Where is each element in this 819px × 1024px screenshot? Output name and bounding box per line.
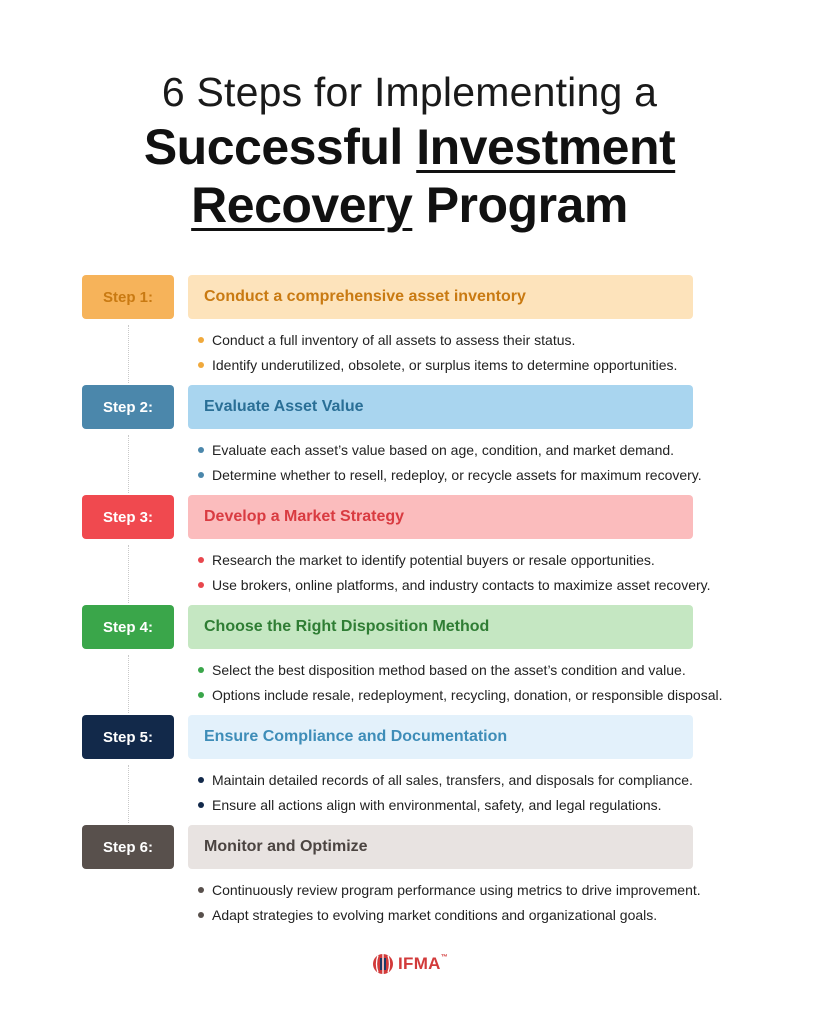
- title-line-2-plain: Successful: [143, 119, 417, 175]
- step-2: [0, 385, 819, 495]
- title-line-3-plain: Program: [412, 177, 628, 233]
- step-6: [0, 825, 819, 935]
- bullet-text: Identify underutilized, obsolete, or surplus items to determine opportunities.: [212, 357, 678, 373]
- step-connector: [128, 435, 129, 493]
- step-heading: Evaluate Asset Value: [188, 385, 693, 429]
- step-5: [0, 715, 819, 825]
- bullet-item: [198, 573, 798, 598]
- bullet-item: [198, 683, 798, 708]
- bullet-item: [198, 793, 798, 818]
- bullet-text: Maintain detailed records of all sales, transfers, and disposals for compliance.: [212, 772, 693, 788]
- bullet-text: Use brokers, online platforms, and industry contacts to maximize asset recovery.: [212, 577, 711, 593]
- step-connector: [128, 765, 129, 823]
- bullet-text: Options include resale, redeployment, recycling, donation, or responsible disposal.: [212, 687, 723, 703]
- bullet-text: Research the market to identify potential buyers or resale opportunities.: [212, 552, 655, 568]
- bullet-item: [198, 658, 798, 683]
- title-line-1: 6 Steps for Implementing a: [161, 69, 658, 115]
- title-line-3-underlined: Recovery: [191, 177, 413, 233]
- ifma-wordmark: [398, 954, 448, 974]
- bullet-text: Continuously review program performance using metrics to drive improvement.: [212, 882, 701, 898]
- step-badge: Step 3:: [82, 495, 174, 539]
- step-bullets: [198, 548, 798, 598]
- step-bullets: [198, 328, 798, 378]
- bullet-item: [198, 328, 798, 353]
- bullet-dot-icon: [198, 887, 204, 893]
- step-bullets: [198, 878, 798, 928]
- bullet-item: [198, 548, 798, 573]
- step-badge: Step 5:: [82, 715, 174, 759]
- bullet-dot-icon: [198, 472, 204, 478]
- bullet-item: [198, 353, 798, 378]
- step-heading: Choose the Right Disposition Method: [188, 605, 693, 649]
- step-bullets: [198, 768, 798, 818]
- bullet-item: [198, 768, 798, 793]
- step-heading: Develop a Market Strategy: [188, 495, 693, 539]
- bullet-item: [198, 878, 798, 903]
- bullet-dot-icon: [198, 447, 204, 453]
- bullet-item: [198, 463, 798, 488]
- bullet-dot-icon: [198, 362, 204, 368]
- bullet-dot-icon: [198, 667, 204, 673]
- step-connector: [128, 655, 129, 713]
- bullet-text: Select the best disposition method based on the asset’s condition and value.: [212, 662, 686, 678]
- step-4: [0, 605, 819, 715]
- bullet-dot-icon: [198, 777, 204, 783]
- ifma-wordmark-text: IFMA: [398, 954, 441, 973]
- bullet-item: [198, 903, 798, 928]
- bullet-text: Ensure all actions align with environmental, safety, and legal regulations.: [212, 797, 662, 813]
- ifma-globe-icon: [372, 953, 394, 975]
- step-1: [0, 275, 819, 385]
- bullet-dot-icon: [198, 557, 204, 563]
- step-heading: Conduct a comprehensive asset inventory: [188, 275, 693, 319]
- step-heading: Ensure Compliance and Documentation: [188, 715, 693, 759]
- bullet-text: Conduct a full inventory of all assets to assess their status.: [212, 332, 576, 348]
- bullet-text: Evaluate each asset’s value based on age, condition, and market demand.: [212, 442, 675, 458]
- step-connector: [128, 545, 129, 603]
- bullet-dot-icon: [198, 912, 204, 918]
- title-line-2-underlined: Investment: [416, 119, 676, 175]
- step-bullets: [198, 438, 798, 488]
- step-3: [0, 495, 819, 605]
- step-bullets: [198, 658, 798, 708]
- step-badge: Step 6:: [82, 825, 174, 869]
- step-connector: [128, 325, 129, 383]
- step-badge: Step 1:: [82, 275, 174, 319]
- bullet-item: [198, 438, 798, 463]
- ifma-trademark: ™: [440, 954, 449, 961]
- ifma-logo: [372, 953, 448, 975]
- step-heading: Monitor and Optimize: [188, 825, 693, 869]
- bullet-text: Adapt strategies to evolving market conditions and organizational goals.: [212, 907, 658, 923]
- bullet-dot-icon: [198, 582, 204, 588]
- step-badge: Step 4:: [82, 605, 174, 649]
- bullet-dot-icon: [198, 802, 204, 808]
- bullet-dot-icon: [198, 692, 204, 698]
- step-badge: Step 2:: [82, 385, 174, 429]
- bullet-text: Determine whether to resell, redeploy, or recycle assets for maximum recovery.: [212, 467, 702, 483]
- bullet-dot-icon: [198, 337, 204, 343]
